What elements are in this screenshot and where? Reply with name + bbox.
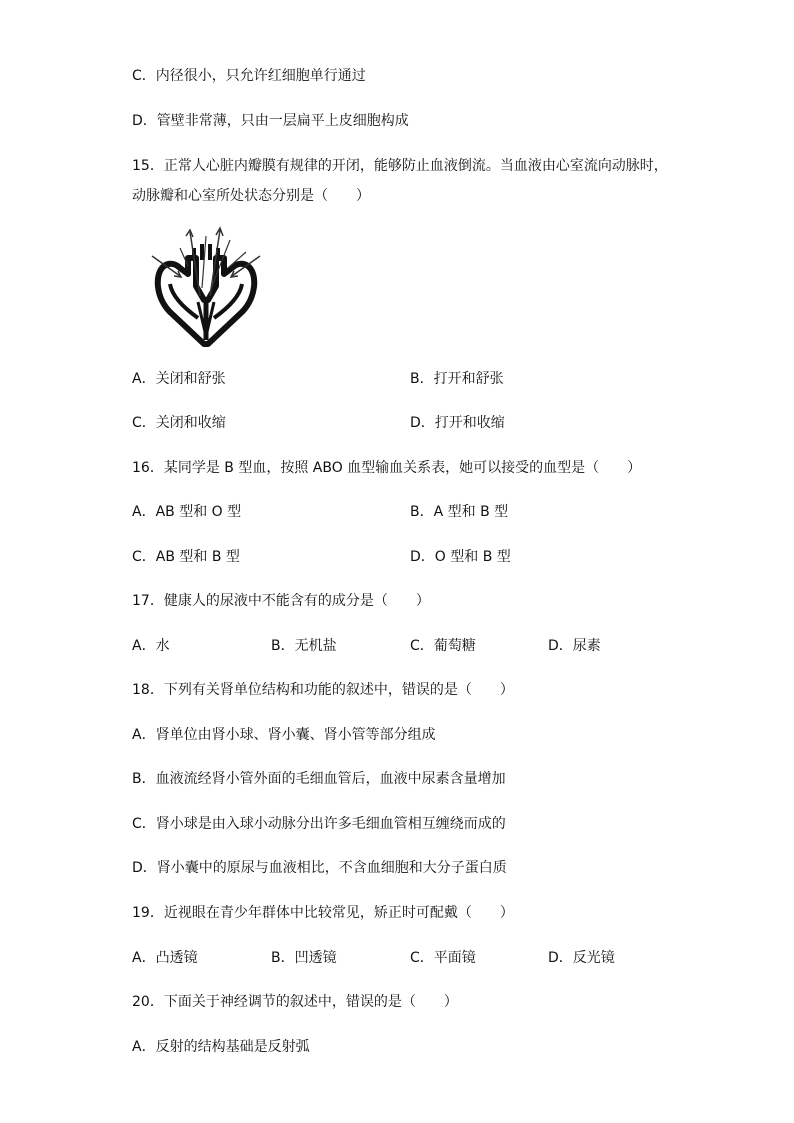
q15-option-c: C．关闭和收缩 [132, 415, 226, 431]
q17-option-a: A．水 [132, 638, 170, 654]
q18-stem: 18．下列有关肾单位结构和功能的叙述中，错误的是（ ） [132, 682, 514, 698]
q14-option-d: D．管壁非常薄，只由一层扁平上皮细胞构成 [132, 113, 409, 129]
heart-valve-diagram [150, 226, 262, 348]
q17-option-b: B．无机盐 [271, 638, 337, 654]
q14-option-c: C．内径很小，只允许红细胞单行通过 [132, 68, 366, 84]
q18-option-b: B．血液流经肾小管外面的毛细血管后，血液中尿素含量增加 [132, 771, 506, 787]
q19-option-d: D．反光镜 [548, 950, 615, 966]
q15-option-a: A．关闭和舒张 [132, 371, 226, 387]
q19-option-b: B．凹透镜 [271, 950, 337, 966]
q16-option-a: A．AB 型和 O 型 [132, 504, 242, 520]
q15-stem-line-1: 15．正常人心脏内瓣膜有规律的开闭，能够防止血液倒流。当血液由心室流向动脉时， [132, 158, 668, 174]
q18-option-a: A．肾单位由肾小球、肾小囊、肾小管等部分组成 [132, 727, 436, 743]
q19-stem: 19．近视眼在青少年群体中比较常见，矫正时可配戴（ ） [132, 905, 514, 921]
q17-option-c: C．葡萄糖 [410, 638, 476, 654]
q19-option-c: C．平面镜 [410, 950, 476, 966]
q15-option-b: B．打开和舒张 [410, 371, 504, 387]
q15-stem-line-2: 动脉瓣和心室所处状态分别是（ ） [132, 188, 370, 204]
q17-stem: 17．健康人的尿液中不能含有的成分是（ ） [132, 593, 430, 609]
q20-stem: 20．下面关于神经调节的叙述中，错误的是（ ） [132, 994, 458, 1010]
q15-option-d: D．打开和收缩 [410, 415, 505, 431]
q20-option-a: A．反射的结构基础是反射弧 [132, 1039, 310, 1055]
q19-option-a: A．凸透镜 [132, 950, 198, 966]
q16-option-b: B．A 型和 B 型 [410, 504, 509, 520]
q18-option-d: D．肾小囊中的原尿与血液相比，不含血细胞和大分子蛋白质 [132, 860, 507, 876]
q16-option-c: C．AB 型和 B 型 [132, 549, 240, 565]
q16-option-d: D．O 型和 B 型 [410, 549, 511, 565]
q17-option-d: D．尿素 [548, 638, 601, 654]
q16-stem: 16．某同学是 B 型血，按照 ABO 血型输血关系表，她可以接受的血型是（ ） [132, 460, 642, 476]
q18-option-c: C．肾小球是由入球小动脉分出许多毛细血管相互缠绕而成的 [132, 816, 506, 832]
